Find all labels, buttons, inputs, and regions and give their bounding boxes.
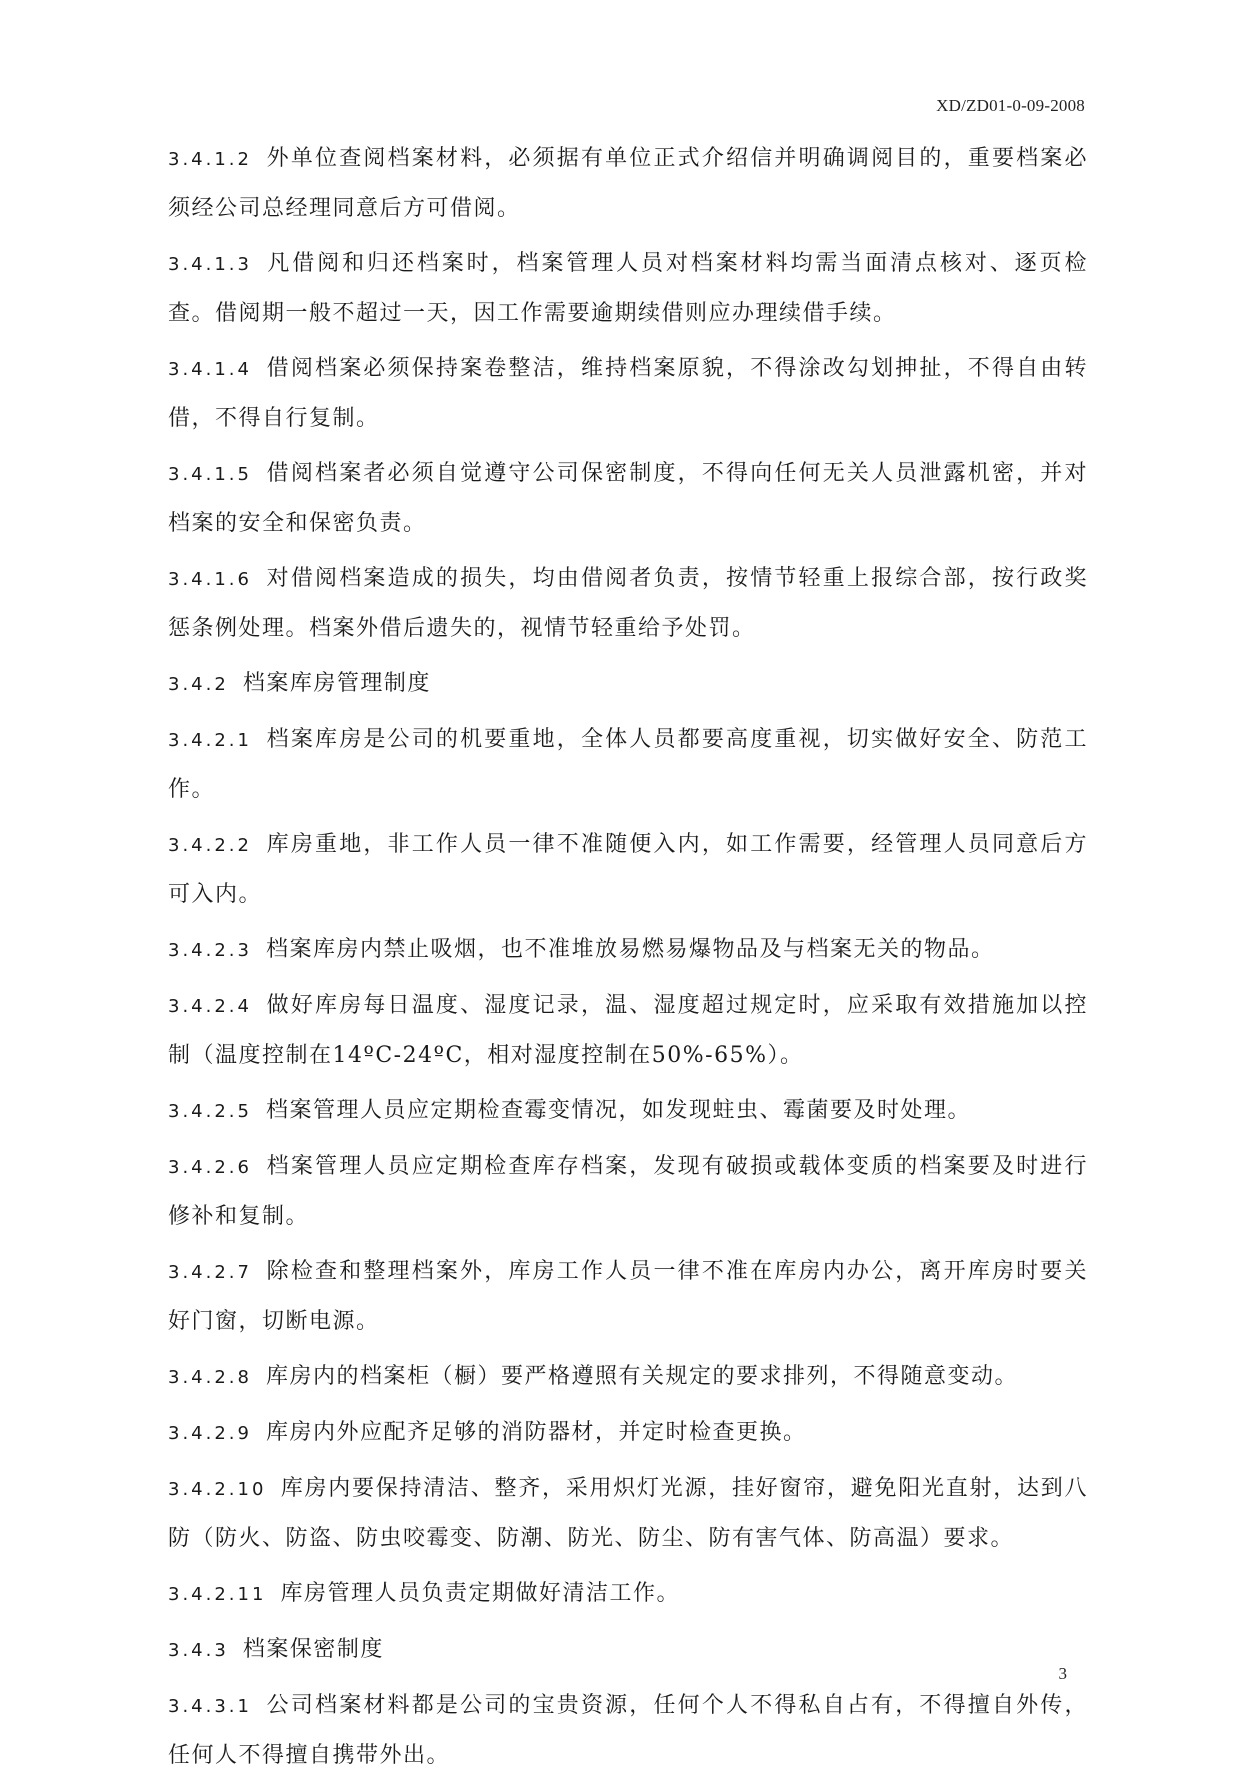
section-heading-3-4-2 xyxy=(168,659,1088,709)
clause-text: 公司档案材料都是公司的宝贵资源，任何个人不得私自占有，不得擅自外传，任何人不得擅自携带外出。 xyxy=(168,1693,1088,1768)
clause-3-4-2-2 xyxy=(168,820,1088,919)
clause-3-4-1-3 xyxy=(168,239,1088,338)
clause-number: 3.4.3.1 xyxy=(168,1696,252,1717)
clause-number: 3.4.1.2 xyxy=(168,149,252,170)
section-title: 档案保密制度 xyxy=(242,1637,384,1662)
document-body xyxy=(168,134,1088,1786)
clause-3-4-2-5 xyxy=(168,1086,1088,1136)
clause-number: 3.4.2.1 xyxy=(168,730,252,751)
clause-3-4-2-7 xyxy=(168,1247,1088,1346)
clause-number: 3.4.1.3 xyxy=(168,254,252,275)
clause-number: 3.4.1.5 xyxy=(168,464,252,485)
clause-number: 3.4.2.4 xyxy=(168,996,252,1017)
clause-text: 凡借阅和归还档案时，档案管理人员对档案材料均需当面清点核对、逐页检查。借阅期一般不超过一天，因工作需要逾期续借则应办理续借手续。 xyxy=(168,251,1088,326)
clause-3-4-2-3 xyxy=(168,925,1088,975)
clause-text: 对借阅档案造成的损失，均由借阅者负责，按情节轻重上报综合部，按行政奖惩条例处理。档案外借后遗失的，视情节轻重给予处罚。 xyxy=(168,566,1088,641)
page-number: 3 xyxy=(1058,1664,1067,1683)
clause-text: 档案库房是公司的机要重地，全体人员都要高度重视，切实做好安全、防范工作。 xyxy=(168,727,1088,802)
clause-number: 3.4.2.3 xyxy=(168,940,252,961)
clause-text: 档案库房内禁止吸烟，也不准堆放易燃易爆物品及与档案无关的物品。 xyxy=(265,937,995,962)
clause-text: 库房内的档案柜（橱）要严格遵照有关规定的要求排列，不得随意变动。 xyxy=(265,1364,1018,1389)
clause-number: 3.4.1.6 xyxy=(168,569,252,590)
clause-3-4-1-5 xyxy=(168,449,1088,548)
section-heading-3-4-3 xyxy=(168,1625,1088,1675)
clause-3-4-2-11 xyxy=(168,1569,1088,1619)
clause-number: 3.4.2.11 xyxy=(168,1584,267,1605)
clause-number: 3.4.2.7 xyxy=(168,1262,252,1283)
clause-number: 3.4.2.10 xyxy=(168,1479,267,1500)
clause-text: 做好库房每日温度、湿度记录，温、湿度超过规定时，应采取有效措施加以控制（温度控制在14ºC-24ºC，相对湿度控制在50%-65%）。 xyxy=(168,993,1088,1068)
clause-text: 借阅档案者必须自觉遵守公司保密制度，不得向任何无关人员泄露机密，并对档案的安全和保密负责。 xyxy=(168,461,1088,536)
clause-3-4-2-10 xyxy=(168,1464,1088,1563)
document-code: XD/ZD01-0-09-2008 xyxy=(936,96,1085,115)
section-number: 3.4.3 xyxy=(168,1640,229,1661)
clause-number: 3.4.2.8 xyxy=(168,1367,252,1388)
clause-number: 3.4.2.5 xyxy=(168,1101,252,1122)
clause-text: 库房内外应配齐足够的消防器材，并定时检查更换。 xyxy=(265,1420,807,1445)
clause-text: 库房重地，非工作人员一律不准随便入内，如工作需要，经管理人员同意后方可入内。 xyxy=(168,832,1088,907)
clause-3-4-1-2 xyxy=(168,134,1088,233)
clause-3-4-1-6 xyxy=(168,554,1088,653)
section-title: 档案库房管理制度 xyxy=(242,671,431,696)
clause-text: 借阅档案必须保持案卷整洁，维持档案原貌，不得涂改勾划抻扯，不得自由转借，不得自行复制。 xyxy=(168,356,1088,431)
clause-3-4-3-1 xyxy=(168,1681,1088,1780)
clause-number: 3.4.2.2 xyxy=(168,835,252,856)
clause-text: 外单位查阅档案材料，必须据有单位正式介绍信并明确调阅目的，重要档案必须经公司总经理同意后方可借阅。 xyxy=(168,146,1088,221)
clause-3-4-2-9 xyxy=(168,1408,1088,1458)
clause-number: 3.4.2.6 xyxy=(168,1157,252,1178)
clause-text: 除检查和整理档案外，库房工作人员一律不准在库房内办公，离开库房时要关好门窗，切断电源。 xyxy=(168,1259,1088,1334)
clause-text: 档案管理人员应定期检查库存档案，发现有破损或载体变质的档案要及时进行修补和复制。 xyxy=(168,1154,1088,1229)
clause-3-4-2-8 xyxy=(168,1352,1088,1402)
clause-text: 库房内要保持清洁、整齐，采用炽灯光源，挂好窗帘，避免阳光直射，达到八防（防火、防盗、防虫咬霉变、防潮、防光、防尘、防有害气体、防高温）要求。 xyxy=(168,1476,1088,1551)
clause-number: 3.4.2.9 xyxy=(168,1423,252,1444)
section-number: 3.4.2 xyxy=(168,674,229,695)
clause-3-4-2-6 xyxy=(168,1142,1088,1241)
clause-3-4-2-1 xyxy=(168,715,1088,814)
clause-3-4-1-4 xyxy=(168,344,1088,443)
clause-number: 3.4.1.4 xyxy=(168,359,252,380)
clause-3-4-2-4 xyxy=(168,981,1088,1080)
clause-text: 库房管理人员负责定期做好清洁工作。 xyxy=(280,1581,680,1606)
clause-text: 档案管理人员应定期检查霉变情况，如发现蛀虫、霉菌要及时处理。 xyxy=(265,1098,971,1123)
